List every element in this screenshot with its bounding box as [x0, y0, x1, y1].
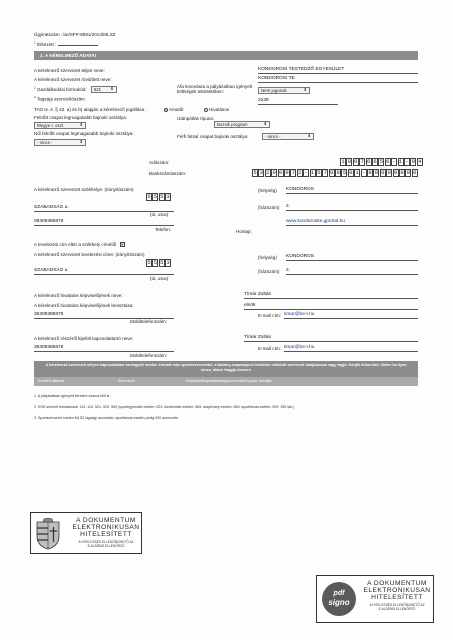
digit-box[interactable]: 5 [379, 159, 383, 165]
member-id-field[interactable]: 2239 [258, 98, 338, 105]
digit-box[interactable]: 9 [347, 159, 352, 165]
digit-box[interactable]: 1 [310, 170, 315, 176]
mailing-street-field[interactable]: SZABADSÁG u. [34, 268, 174, 275]
digit-box[interactable]: 0 [406, 170, 410, 176]
mailing-street-label: (út, utca) [150, 276, 169, 281]
reference-number: Ügyiratszám : be/SFP-6591/2014/MLSZ [34, 32, 116, 37]
digit-box[interactable]: 3 [259, 170, 264, 176]
seat-house-field[interactable]: 2. [286, 204, 418, 211]
rep-email-label: E-mail cím: [258, 313, 281, 318]
tao-radio-professional[interactable] [204, 107, 229, 112]
digit-box[interactable]: 1 [355, 170, 359, 176]
mailing-zip-digits[interactable] [146, 259, 172, 267]
stamp-left-line5: E-ALÁÍRÁS ELLENŐRZŐ [87, 543, 125, 548]
digit-box[interactable]: 7 [360, 159, 364, 165]
mailing-address-label: A kérelmező szervezet levelezési címe: (irányítószám) [34, 252, 145, 257]
digit-box[interactable]: 5 [342, 170, 347, 176]
contact-email-label: E-mail cím: [258, 346, 281, 351]
seat-phone-field[interactable]: 06309385878 [34, 219, 174, 226]
seat-street-label: (út, utca) [150, 212, 169, 217]
auth-stamp-left [30, 512, 142, 554]
relations-table-header [34, 377, 418, 386]
rep-mobile-label: Mobiltelefonszám: [130, 319, 168, 324]
full-name-field[interactable]: KONDOROSI TESTEDZŐ EGYESÜLET [258, 67, 418, 74]
vat-label: Áfa levonásra a pályázatban igényelt költségek tekintetében: [177, 84, 253, 95]
digit-box[interactable]: 0 [278, 170, 283, 176]
footnote-1: 1. A pályázatban igényelt kérelem száma tölti ki [34, 394, 110, 398]
digit-box[interactable]: 7 [291, 170, 295, 176]
youth-select[interactable] [214, 121, 270, 128]
bank-account-digits[interactable] [252, 169, 418, 177]
relations-col-start: Kezdeti dátuma [38, 379, 65, 384]
digit-box[interactable]: 5 [160, 260, 164, 266]
contact-mobile-label: Mobiltelefonszám: [130, 353, 168, 358]
seat-street-field[interactable]: SZABADSÁG u. [34, 205, 174, 212]
digit-box[interactable]: 2 [298, 170, 302, 176]
tao-label: TAO tv. 4. § 43. a) és b) alapján a kérelmező jogállása : [34, 107, 147, 112]
rep-name-field[interactable]: Tímár Zoltán [244, 292, 418, 299]
radio-empty-icon [204, 108, 208, 112]
logo-top-text: pdf [333, 590, 345, 597]
stamp-right-line1: A DOKUMENTUM [367, 580, 427, 587]
futsal-select[interactable] [262, 133, 314, 140]
digit-box[interactable]: 0 [354, 159, 358, 165]
digit-box[interactable]: 0 [387, 170, 391, 176]
digit-box[interactable]: 5 [147, 194, 151, 200]
contact-email-field[interactable]: timar@be-t.hu [284, 345, 418, 352]
stamp-left-line2: ELEKTRONIKUSAN [72, 523, 140, 531]
digit-box[interactable]: 3 [166, 194, 170, 200]
mailing-city-field[interactable]: KONDOROS [286, 254, 418, 261]
econ-form-sup: 2 [34, 85, 36, 90]
rep-position-field[interactable]: elnök [244, 303, 418, 310]
futsal-select-wrap [262, 133, 314, 140]
chevron-down-icon: ⬍ [79, 122, 83, 128]
women-value: - nincs - [37, 139, 53, 145]
relations-col-org: Szervezet [118, 379, 135, 384]
seat-web-field[interactable]: www.kondorosite.gportal.hu [286, 219, 418, 226]
digit-box[interactable]: 5 [160, 194, 164, 200]
relations-section-header [34, 361, 418, 377]
contact-name-field[interactable]: Tímár Zoltán [244, 335, 418, 342]
digit-box[interactable]: 0 [400, 170, 404, 176]
short-name-field[interactable]: KONDOROSI TE [258, 76, 418, 83]
mailing-differs-checkbox[interactable]: ✕ [120, 242, 125, 247]
footnote-3: 3. Sportszervezet esetén MLSZ tagsági azonosító, sportiskola esetén pedig 000 azonosító. [34, 416, 179, 420]
digit-box[interactable]: 5 [147, 260, 151, 266]
digit-box[interactable]: - [362, 170, 366, 176]
digit-box[interactable]: 1 [341, 159, 345, 165]
short-name-label: A kérelmező szervezet rövidített neve: [34, 77, 112, 82]
rep-mobile-field[interactable]: 36309385878 [34, 312, 174, 319]
futsal-value: - nincs - [265, 133, 281, 139]
full-name-label: A kérelmező szervezet teljes neve: [34, 68, 105, 73]
vat-value: Nem jogosult [261, 87, 287, 93]
stamp-left-line4: A HITELESSÉG ELLENŐRIZHETŐ AZ [78, 539, 134, 544]
econ-form-value: 521 [93, 86, 102, 92]
rep-email-field[interactable]: timar@be-t.hu [284, 312, 418, 319]
digit-box[interactable]: 0 [393, 170, 398, 176]
futsal-label: Férfi futsal csapat bajnoki osztálya: [177, 134, 249, 139]
league-select[interactable] [34, 122, 86, 129]
tao-radio-amateur[interactable] [164, 107, 184, 112]
seat-address-label: A kérelmező szervezet székhelye: (irányítószám) [34, 187, 134, 192]
rep-position-label: A kérelmező hivatalos képviselőjének beosztása: [34, 303, 134, 308]
youth-value: Bozsik program [217, 121, 248, 127]
digit-box[interactable]: 0 [413, 170, 417, 176]
mailing-city-label: (helység) [258, 255, 277, 260]
seat-city-field[interactable]: KONDOROS [286, 187, 418, 194]
digit-box[interactable]: 7 [323, 170, 327, 176]
member-id-sup: 3 [34, 95, 36, 99]
digit-box[interactable]: 5 [317, 170, 321, 176]
contact-mobile-field[interactable]: 36309385878 [34, 345, 174, 352]
digit-box[interactable]: 0 [336, 170, 340, 176]
seat-web-label: Honlap: [236, 229, 252, 234]
tax-number-digits[interactable] [340, 158, 423, 166]
bank-account-label: Bankszámlaszám: [149, 171, 187, 176]
digit-box[interactable]: 0 [368, 170, 372, 176]
digit-box[interactable]: 6 [373, 159, 377, 165]
vat-select[interactable] [258, 87, 310, 94]
digit-box[interactable]: 5 [253, 170, 257, 176]
pdfsigno-logo [322, 582, 356, 616]
tao-option-professional: Hivatásos [209, 107, 230, 112]
received-label: Érkezett : [36, 42, 57, 47]
women-select[interactable] [34, 139, 86, 146]
digit-box[interactable]: 6 [366, 159, 371, 165]
stamp-right-line3: HITELESÍTETT [371, 593, 423, 601]
econ-form-select[interactable] [91, 86, 117, 93]
relations-section-title: A kérelmező szervezet milyen kapcsolatban van/egyéb módon érintett más sportszervezettel, a látvány-csapatsport területén működő szervezet tulajdonosa vagy tagja. Kérjük felsorolni, illetve ha ilyen nincs, akkor hagyja üresen! [45, 363, 407, 372]
digit-box[interactable]: - [392, 159, 396, 165]
member-id-row [34, 96, 85, 102]
youth-label: Utánpótlás típusa: [177, 116, 215, 121]
digit-box[interactable]: 2 [266, 170, 270, 176]
chevron-down-icon: ⬍ [79, 139, 83, 145]
women-label: Női felnőtt csapat legmagasabb bajnoki osztálya: [34, 131, 134, 136]
econ-form-row [34, 86, 117, 93]
women-select-wrap [34, 139, 86, 146]
chevron-down-icon: ⬍ [110, 86, 114, 92]
digit-box[interactable]: 5 [153, 260, 158, 266]
digit-box[interactable]: 0 [330, 170, 334, 176]
section-applicant-header [34, 51, 418, 60]
seat-zip-digits[interactable] [146, 193, 172, 201]
league-value: Megye I. oszt. [37, 122, 65, 128]
member-id-label: Tagsági azonosítószám [36, 96, 85, 102]
stamp-right-line5: E-ALÁÍRÁS ELLENŐRZŐ [378, 606, 416, 611]
contact-name-label: A kérelmező részéről kijelölt kapcsolattartó neve: [34, 336, 134, 341]
digit-box[interactable]: 0 [381, 170, 385, 176]
mailing-house-field[interactable]: 2. [286, 268, 418, 275]
stamp-left-line1: A DOKUMENTUM [76, 517, 136, 524]
coat-of-arms-icon [35, 518, 61, 550]
rep-name-label: A kérelmező hivatalos képviselőjének neve: [34, 293, 123, 298]
digit-box[interactable]: 3 [166, 260, 170, 266]
received-superscript: 1 [34, 40, 36, 45]
logo-bottom-text: signo [328, 598, 350, 608]
digit-box[interactable]: 6 [386, 159, 390, 165]
digit-box[interactable]: 0 [374, 170, 379, 176]
section-applicant-title: 1. A KÉRELMEZŐ ADATAI [40, 53, 96, 58]
league-select-wrap [34, 122, 86, 129]
mailing-differs-row [34, 242, 125, 247]
tao-option-amateur: Amatőr [169, 107, 184, 112]
received-field [34, 41, 98, 47]
chevron-down-icon: ⬍ [307, 133, 311, 139]
tax-number-label: Adószám: [149, 160, 170, 165]
chevron-down-icon: ⬍ [263, 121, 267, 127]
mailing-differs-label: A levelezési cím eltér a székhely címétől [34, 242, 117, 247]
digit-box[interactable]: - [304, 170, 308, 176]
vat-select-wrap [258, 87, 310, 94]
radio-selected-icon [164, 108, 168, 112]
digit-box[interactable]: - [405, 159, 409, 165]
league-label: Felnőtt csapat legmagasabb bajnoki osztálya: [34, 115, 127, 120]
digit-box[interactable]: 5 [153, 194, 158, 200]
received-input[interactable] [58, 41, 98, 46]
econ-form-label: Gazdálkodási formakód: [36, 86, 87, 92]
digit-box[interactable]: 0 [285, 170, 289, 176]
digit-box[interactable]: 0 [272, 170, 276, 176]
seat-city-label: (helység) [258, 188, 277, 193]
digit-box[interactable]: 0 [411, 159, 415, 165]
digit-box[interactable]: 4 [418, 159, 422, 165]
auth-stamp-right [316, 575, 434, 623]
mailing-house-label: (házszám) [258, 269, 280, 274]
footnote-2: 2. KSH szerinti formakódok: 113, 114, 521, 529, 569 (sportegyesület esetén: 521; köztestület esetén: 569; alapítvány esetén: 569; sportiskola esetén: 599, 359 stb.) [34, 405, 295, 409]
stamp-right-line2: ELEKTRONIKUSAN [363, 586, 431, 594]
chevron-down-icon: ⬍ [303, 87, 307, 93]
seat-phone-label: Telefon: [155, 227, 172, 232]
youth-select-wrap [214, 121, 270, 128]
stamp-right-line4: A HITELESSÉG ELLENŐRIZHETŐ AZ [369, 602, 425, 607]
digit-box[interactable]: 1 [398, 159, 403, 165]
relations-col-type: Kapcsolatfolyamatosság/szervezeti típusa, formája [186, 379, 272, 384]
stamp-right-text [361, 581, 433, 611]
stamp-left-text [71, 518, 141, 548]
seat-house-label: (házszám) [258, 205, 280, 210]
digit-box[interactable]: 0 [349, 170, 353, 176]
stamp-left-line3: HITELESÍTETT [80, 530, 132, 538]
